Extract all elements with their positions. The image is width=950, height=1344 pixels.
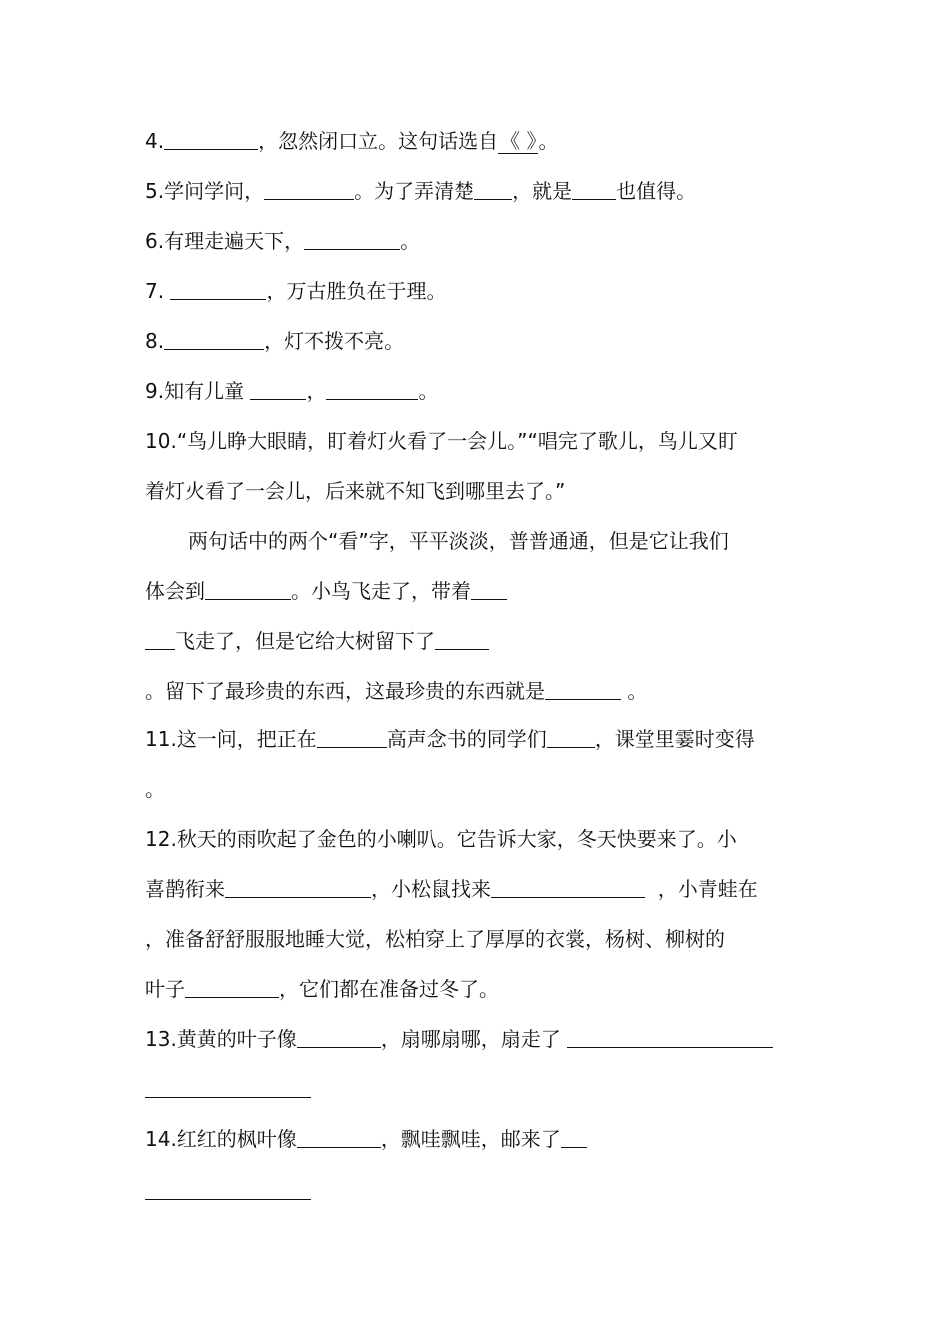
answer-blank[interactable] [164, 127, 258, 150]
question-7 [145, 276, 446, 306]
answer-blank[interactable] [491, 875, 645, 898]
question-text: 体会到 [145, 579, 205, 603]
question-text: ，它们都在准备过冬了。 [279, 977, 499, 1001]
question-text: 。 [538, 129, 559, 153]
answer-blank[interactable] [561, 1125, 587, 1148]
question-text: 有理走遍天下， [164, 229, 305, 253]
question-text: ，万古胜负在于理。 [266, 279, 447, 303]
question-number: 7. [145, 279, 165, 303]
answer-blank[interactable] [572, 177, 616, 200]
question-text: 红红的枫叶像 [176, 1127, 297, 1151]
answer-blank[interactable] [471, 577, 507, 600]
answer-blank[interactable] [185, 975, 279, 998]
question-text: 黄黄的叶子像 [176, 1027, 297, 1051]
question-text: 知有儿童 [164, 379, 245, 403]
question-text: 。小鸟飞走了，带着 [291, 579, 471, 603]
question-text: 这一问，把正在 [176, 727, 317, 751]
question-number: 10. [145, 429, 177, 453]
answer-blank[interactable] [326, 377, 418, 400]
question-10-line-5 [145, 626, 489, 656]
question-text: 。留下了最珍贵的东西，这最珍贵的东西就是 [145, 679, 545, 703]
question-number: 12. [145, 827, 177, 851]
question-13-line-1 [145, 1024, 773, 1054]
question-5 [145, 176, 696, 206]
question-text: 高声念书的同学们 [386, 727, 547, 751]
answer-blank[interactable] [170, 277, 266, 300]
question-4 [145, 126, 558, 156]
question-text: 也值得。 [616, 179, 697, 203]
answer-blank[interactable] [250, 377, 306, 400]
question-10-line-2 [145, 476, 565, 506]
answer-blank[interactable] [225, 875, 371, 898]
book-title-blank[interactable]: 《 》 [500, 129, 537, 153]
answer-blank[interactable] [474, 177, 512, 200]
question-number: 14. [145, 1127, 177, 1151]
question-number: 9. [145, 379, 165, 403]
question-9 [145, 376, 438, 406]
question-text: 。 [145, 777, 165, 801]
answer-blank[interactable] [145, 627, 175, 650]
question-10-line-1 [145, 426, 738, 456]
question-text: ，就是 [512, 179, 573, 203]
question-10-line-6 [145, 676, 647, 706]
answer-blank[interactable] [304, 227, 400, 250]
answer-blank[interactable] [567, 1025, 773, 1048]
question-number: 8. [145, 329, 165, 353]
question-number: 5. [145, 179, 165, 203]
question-11-line-2 [145, 774, 165, 804]
question-text: ，课堂里霎时变得 [594, 727, 755, 751]
answer-blank[interactable] [264, 177, 354, 200]
question-12-line-4 [145, 974, 499, 1004]
question-number: 11. [145, 727, 177, 751]
question-text: 。为了弄清楚 [354, 179, 475, 203]
question-text: 。 [400, 229, 421, 253]
question-number: 13. [145, 1027, 177, 1051]
question-11-line-1 [145, 724, 755, 754]
answer-blank[interactable] [205, 577, 291, 600]
question-text: ，准备舒舒服服地睡大觉，松柏穿上了厚厚的衣裳，杨树、柳树的 [145, 927, 725, 951]
question-text: 飞走了，但是它给大树留下了 [175, 629, 435, 653]
question-text: 喜鹊衔来 [145, 877, 225, 901]
question-10-line-3 [188, 526, 729, 556]
question-12-line-2 [145, 874, 758, 904]
question-6 [145, 226, 420, 256]
question-text: 。 [418, 379, 439, 403]
question-text: ，小松鼠找来 [371, 877, 491, 901]
answer-blank[interactable] [164, 327, 264, 350]
question-text: 两句话中的两个“看”字，平平淡淡，普普通通，但是它让我们 [188, 529, 729, 553]
question-text: ，飘哇飘哇，邮来了 [380, 1127, 561, 1151]
question-8 [145, 326, 404, 356]
question-text: 叶子 [145, 977, 185, 1001]
question-10-line-4 [145, 576, 507, 606]
question-text: 着灯火看了一会儿，后来就不知飞到哪里去了。” [145, 479, 566, 503]
answer-blank[interactable] [145, 1177, 311, 1200]
question-text: ，小青蛙在 [657, 877, 758, 901]
question-12-line-1 [145, 824, 737, 854]
answer-blank[interactable] [297, 1025, 381, 1048]
answer-blank[interactable] [145, 1075, 311, 1098]
question-12-line-3 [145, 924, 725, 954]
question-14-line-1 [145, 1124, 587, 1154]
question-text: ，灯不拨不亮。 [264, 329, 405, 353]
answer-blank[interactable] [317, 725, 387, 748]
question-13-line-2 [145, 1074, 311, 1104]
question-text: 学问学问， [164, 179, 265, 203]
question-number: 6. [145, 229, 165, 253]
answer-blank[interactable] [297, 1125, 381, 1148]
question-text: ，忽然闭口立。这句话选自 [258, 129, 499, 153]
question-number: 4. [145, 129, 165, 153]
question-text: ，扇哪扇哪，扇走了 [380, 1027, 561, 1051]
question-text: “鸟儿睁大眼睛，盯着灯火看了一会儿。”“唱完了歌儿，鸟儿又盯 [176, 429, 738, 453]
answer-blank[interactable] [545, 677, 621, 700]
answer-blank[interactable] [547, 725, 595, 748]
question-text: ， [306, 379, 327, 403]
question-text: 秋天的雨吹起了金色的小喇叭。它告诉大家，冬天快要来了。小 [176, 827, 737, 851]
question-14-line-2 [145, 1176, 311, 1206]
question-text: 。 [627, 679, 648, 703]
answer-blank[interactable] [435, 627, 489, 650]
